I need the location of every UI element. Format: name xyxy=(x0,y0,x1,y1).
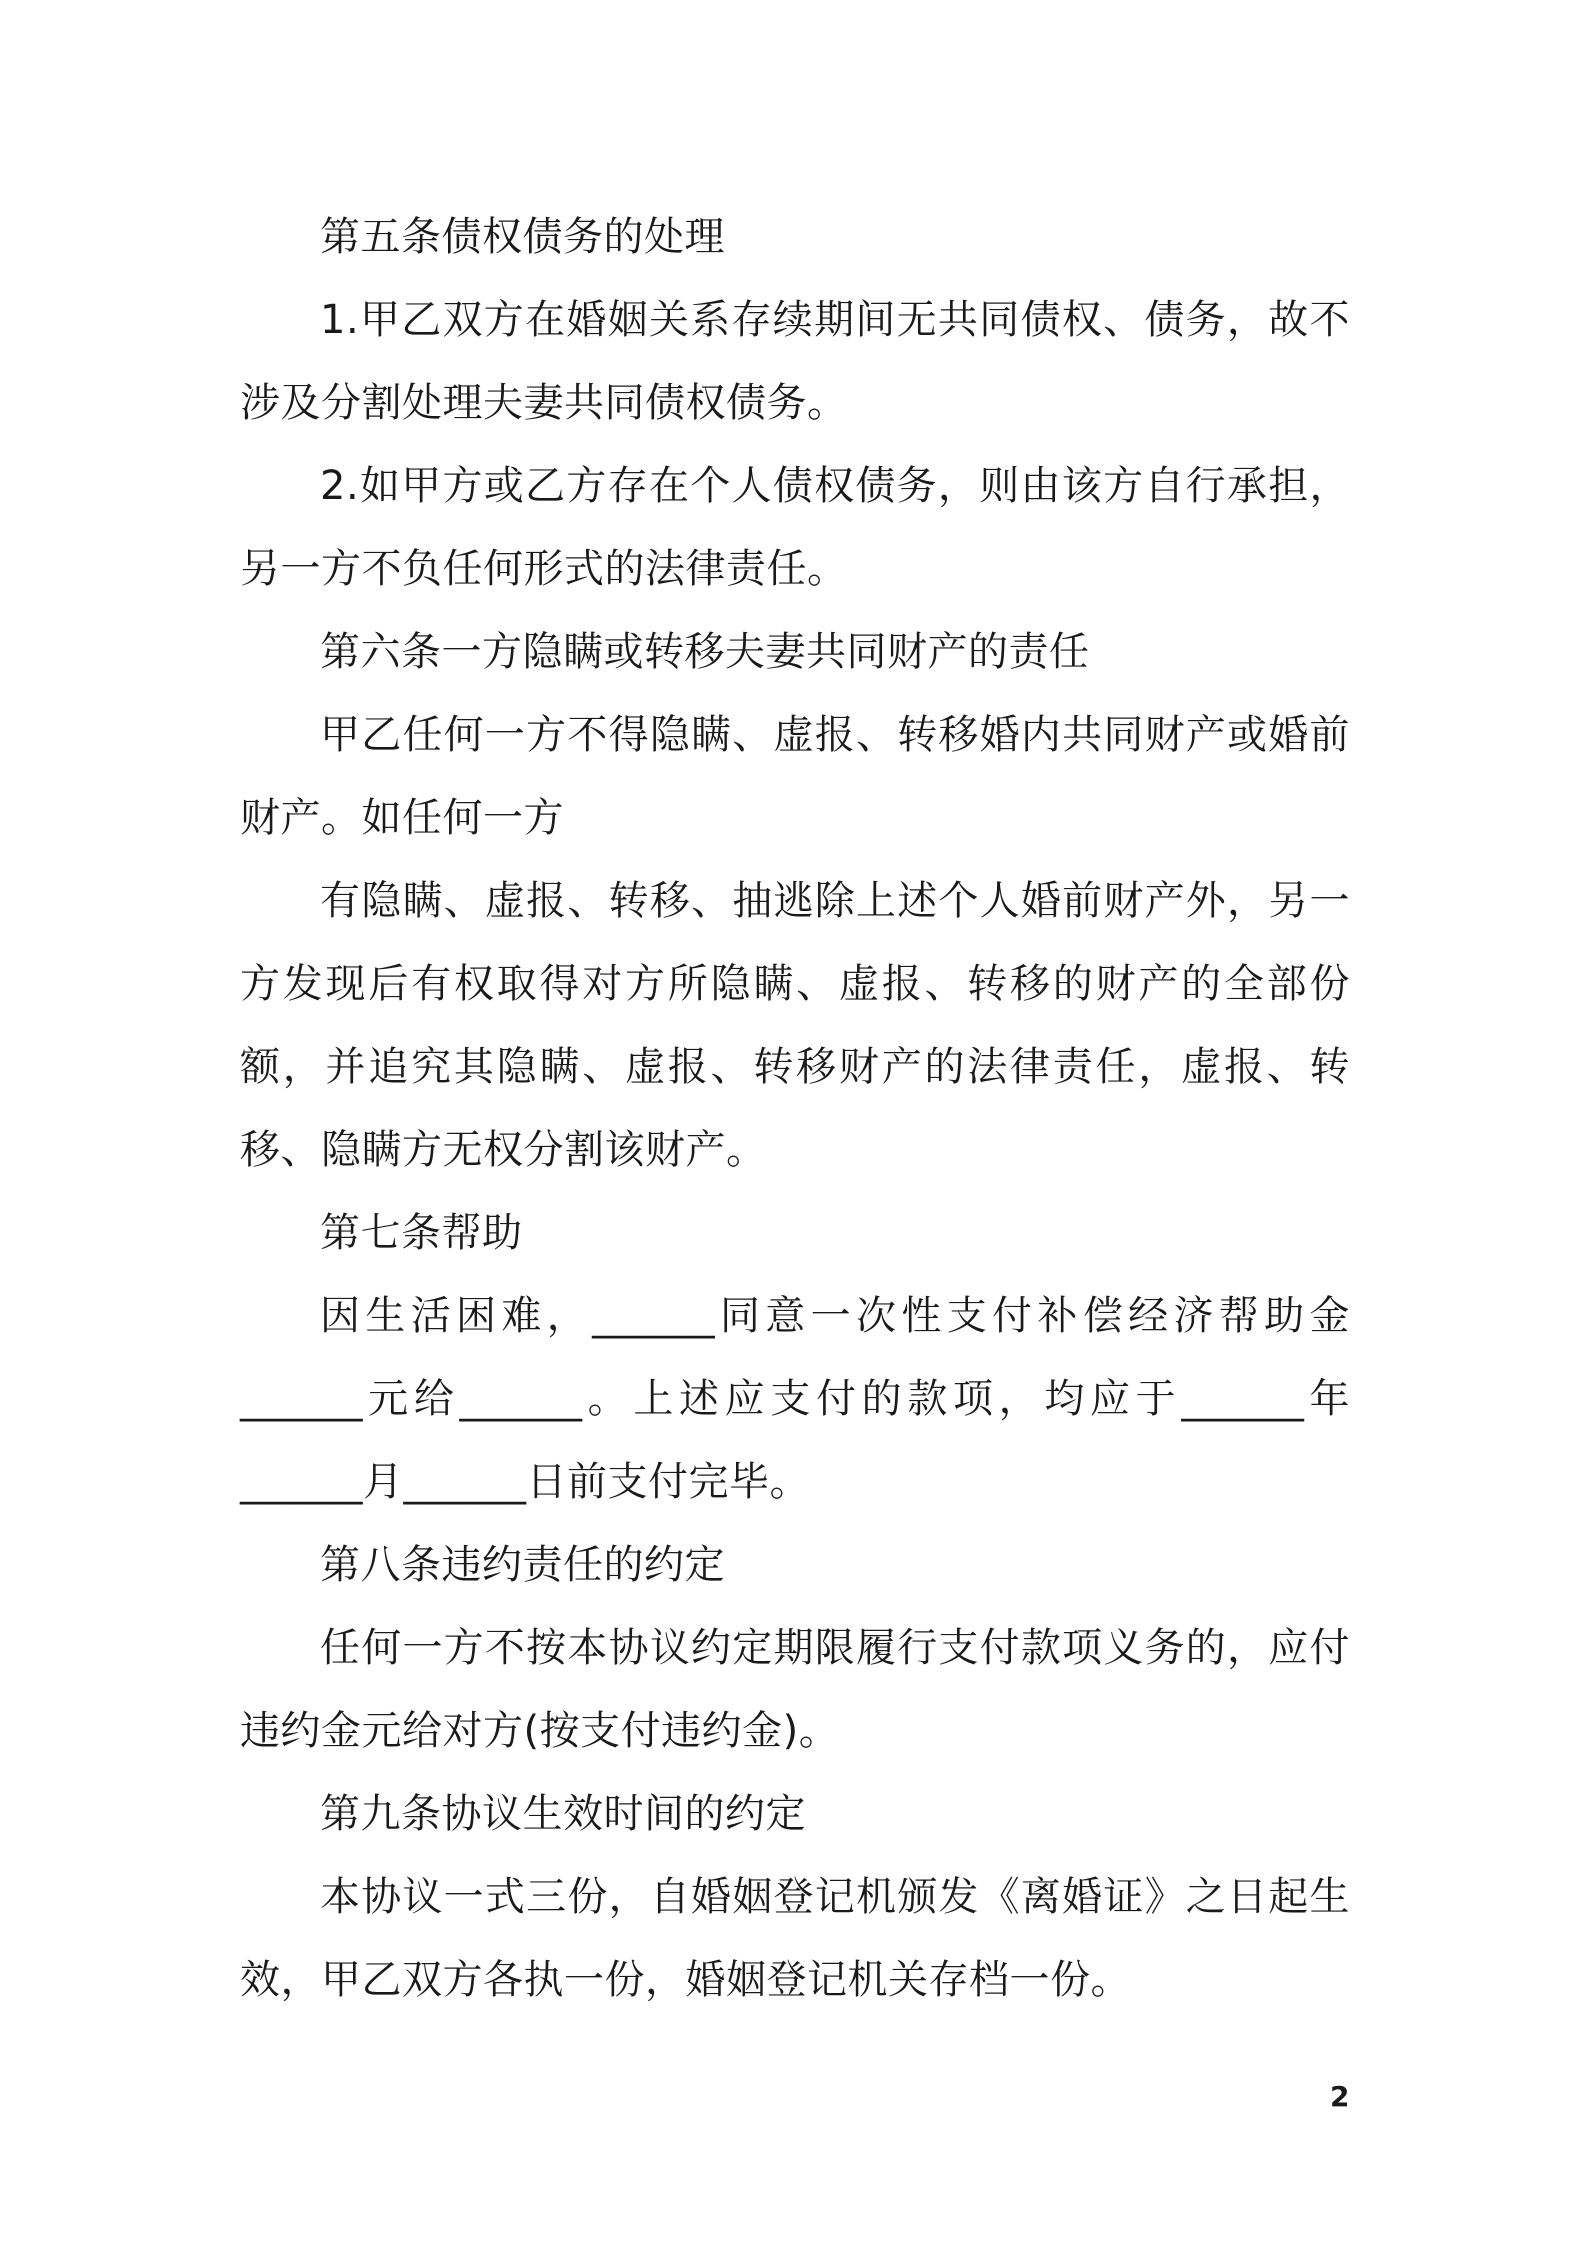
article-9-paragraph: 本协议一式三份，自婚姻登记机颁发《离婚证》之日起生效，甲乙双方各执一份，婚姻登记机关存档一份。 xyxy=(240,1874,1350,2003)
article-6-heading: 第六条一方隐瞒或转移夫妻共同财产的责任 xyxy=(320,629,1090,675)
article-5-heading: 第五条债权债务的处理 xyxy=(320,214,725,260)
article-6-paragraph-2: 有隐瞒、虚报、转移、抽逃除上述个人婚前财产外，另一方发现后有权取得对方所隐瞒、虚报、转移的财产的全部份额，并追究其隐瞒、虚报、转移财产的法律责任，虚报、转移、隐瞒方无权分割该财产。 xyxy=(240,878,1350,1173)
article-7-paragraph: 因生活困难，______同意一次性支付补偿经济帮助金______元给______。上述应支付的款项，均应于______年______月______日前支付完毕。 xyxy=(240,1293,1350,1505)
article-8-paragraph: 任何一方不按本协议约定期限履行支付款项义务的，应付违约金元给对方(按支付违约金)。 xyxy=(240,1625,1350,1754)
page-number: 2 xyxy=(1330,2080,1350,2113)
article-9-heading: 第九条协议生效时间的约定 xyxy=(320,1791,806,1837)
article-5-clause-2: 2.如甲方或乙方存在个人债权债务，则由该方自行承担，另一方不负任何形式的法律责任。 xyxy=(240,463,1350,592)
article-7-heading: 第七条帮助 xyxy=(320,1210,523,1256)
document-body xyxy=(240,196,1350,2022)
article-5-clause-1: 1.甲乙双方在婚姻关系存续期间无共同债权、债务，故不涉及分割处理夫妻共同债权债务。 xyxy=(240,297,1350,426)
article-8-heading: 第八条违约责任的约定 xyxy=(320,1542,725,1588)
article-6-paragraph-1: 甲乙任何一方不得隐瞒、虚报、转移婚内共同财产或婚前财产。如任何一方 xyxy=(240,712,1350,841)
